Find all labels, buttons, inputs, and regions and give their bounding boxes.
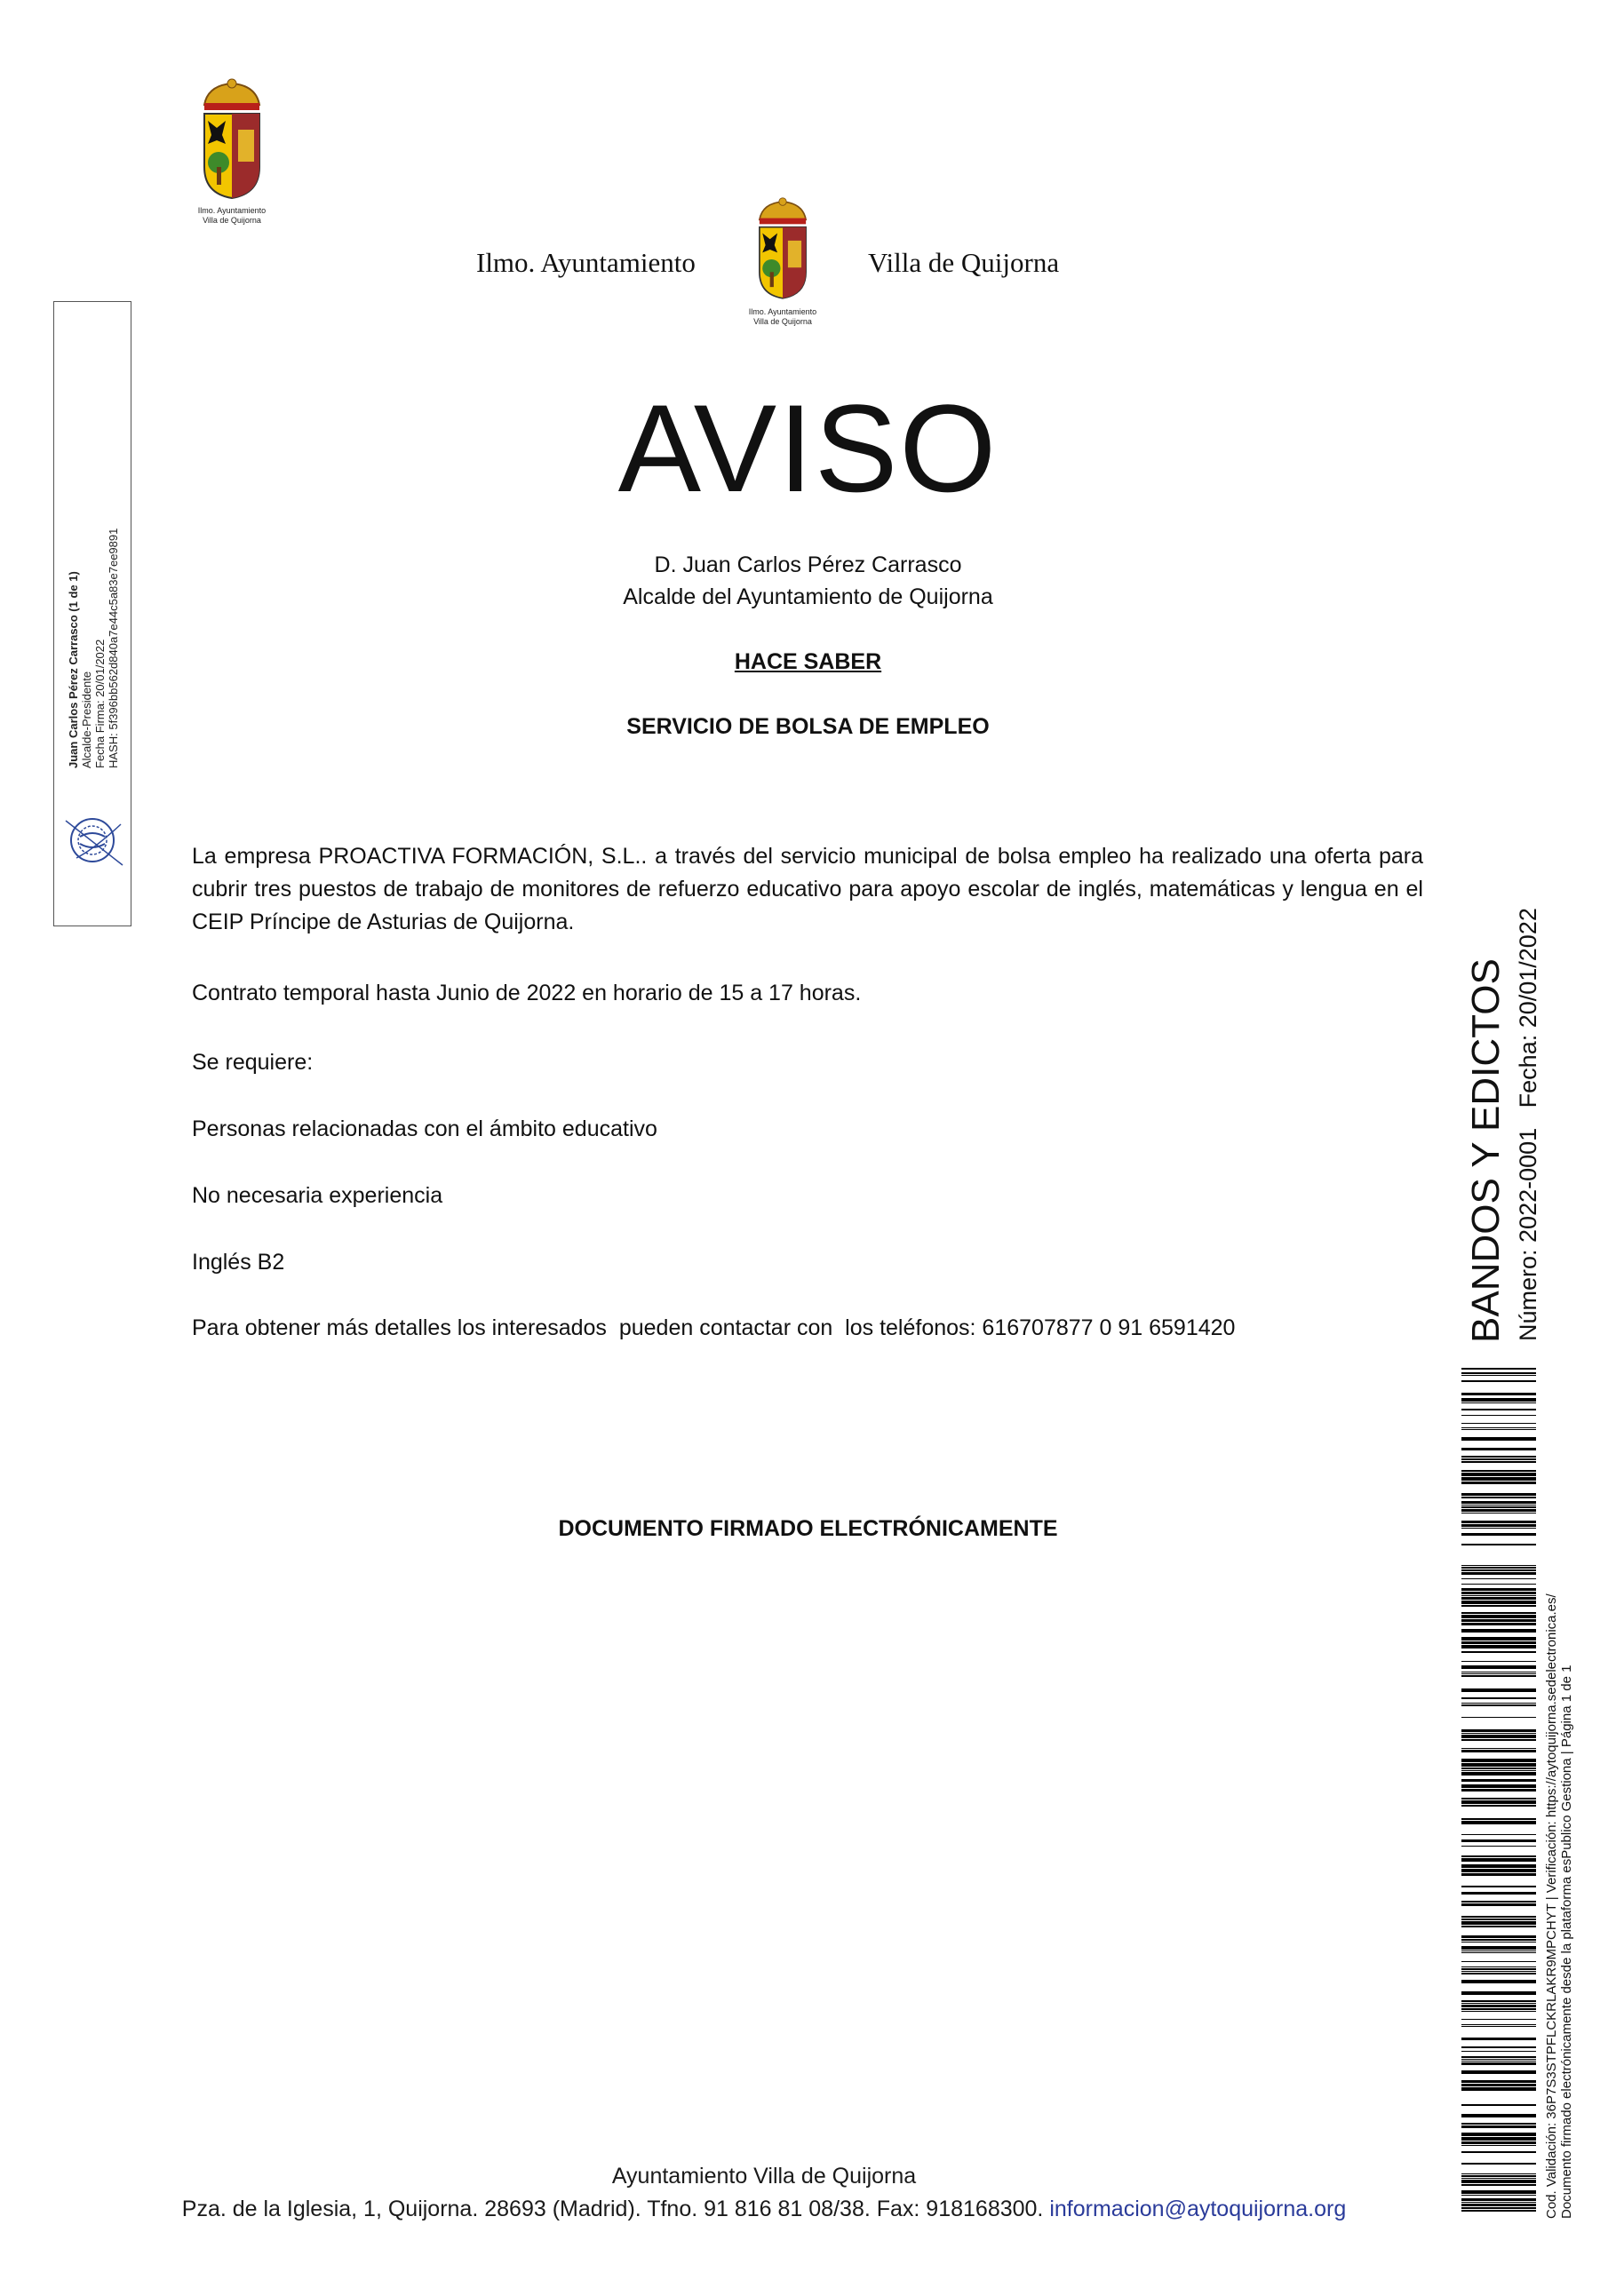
body-paragraph-2: Contrato temporal hasta Junio de 2022 en horario de 15 a 17 horas.: [192, 981, 862, 1005]
barcode-bar: [1461, 1578, 1536, 1579]
body-paragraph-1: La empresa PROACTIVA FORMACIÓN, S.L.. a través del servicio municipal de bolsa empleo ha realizado una oferta para cubrir tres puestos de trabajo de monitores de refuerzo educativo para apoyo escolar de inglés, matemáticas y lengua en el CEIP Príncipe de Asturias de Quijorna.: [192, 844, 1423, 934]
barcode-bar: [1461, 1950, 1536, 1951]
barcode-bar: [1461, 2008, 1536, 2010]
barcode-bar: [1461, 1805, 1536, 1807]
logo-caption-line2: Villa de Quijorna: [203, 216, 261, 225]
barcode-bar: [1461, 1565, 1536, 1566]
registry-date: Fecha: 20/01/2022: [1515, 908, 1541, 1108]
barcode-bar: [1461, 1544, 1536, 1545]
barcode-bar: [1461, 2019, 1536, 2020]
barcode-bar: [1461, 1763, 1536, 1767]
barcode-bar: [1461, 1772, 1536, 1776]
barcode-bar: [1461, 1688, 1536, 1692]
barcode-bar: [1461, 2005, 1536, 2007]
barcode-bar: [1461, 1505, 1536, 1506]
barcode-bar: [1461, 1901, 1536, 1903]
barcode-bar: [1461, 1368, 1536, 1370]
barcode-bar: [1461, 1779, 1536, 1782]
barcode-bar: [1461, 1592, 1536, 1594]
barcode-bar: [1461, 1919, 1536, 1920]
barcode-bar: [1461, 1784, 1536, 1788]
barcode-bar: [1461, 1665, 1536, 1669]
logo-caption-line1: Ilmo. Ayuntamiento: [197, 206, 267, 215]
barcode-bar: [1461, 1398, 1536, 1402]
issuer-name: D. Juan Carlos Pérez Carrasco: [654, 552, 962, 577]
barcode-bar: [1461, 1739, 1536, 1741]
barcode-bar: [1461, 1461, 1536, 1463]
barcode-bar: [1461, 1821, 1536, 1824]
barcode-bar: [1461, 1524, 1536, 1527]
barcode-bar: [1461, 1770, 1536, 1771]
barcode-bar: [1461, 1717, 1536, 1718]
barcode-bar: [1461, 1800, 1536, 1804]
barcode-bar: [1461, 1971, 1536, 1972]
barcode-bar: [1461, 1768, 1536, 1769]
requirement-item: Personas relacionadas con el ámbito educativo: [192, 1116, 657, 1141]
barcode-bar: [1461, 2056, 1536, 2058]
barcode-bar: [1461, 1584, 1536, 1585]
header-left-text: Ilmo. Ayuntamiento: [476, 247, 696, 278]
barcode-bar: [1461, 1916, 1536, 1918]
barcode-bar: [1461, 1946, 1536, 1950]
barcode-bar: [1461, 1645, 1536, 1649]
barcode-bar: [1461, 1501, 1536, 1504]
barcode-bar: [1461, 1789, 1536, 1792]
requirement-item: No necesaria experiencia: [192, 1183, 443, 1208]
verification-line2: Documento firmado electrónicamente desde la plataforma esPublico Gestiona | Página 1 de 1: [1559, 1664, 1574, 2219]
barcode-bar: [1461, 1415, 1536, 1416]
verification-line1: Cod. Validación: 36P7S3STPFLCKRLAKR9MPCHYT | Verificación: https://aytoquijorna.sedelectronica.es/: [1544, 1593, 1559, 2219]
barcode-bar: [1461, 1673, 1536, 1674]
barcode-bar: [1461, 1427, 1536, 1428]
header-right-text: Villa de Quijorna: [868, 247, 1060, 278]
barcode-bar: [1461, 1855, 1536, 1857]
barcode-bar: [1461, 1697, 1536, 1699]
barcode-bar: [1461, 1903, 1536, 1906]
barcode-bar: [1461, 1675, 1536, 1677]
signed-notice: DOCUMENTO FIRMADO ELECTRÓNICAMENTE: [558, 1516, 1058, 1541]
barcode-bar: [1461, 1750, 1536, 1752]
registry-section: BANDOS Y EDICTOS: [1464, 958, 1508, 1343]
barcode-bar: [1461, 1864, 1536, 1868]
barcode-bar: [1461, 1506, 1536, 1508]
signature-seal-icon: [59, 805, 130, 876]
barcode-bar: [1461, 1846, 1536, 1847]
barcode-bar: [1461, 2133, 1536, 2136]
barcode-bar: [1461, 1735, 1536, 1738]
barcode-bar: [1461, 2026, 1536, 2027]
barcode-bar: [1461, 1612, 1536, 1614]
barcode-bar: [1461, 1605, 1536, 1607]
barcode-bar: [1461, 1380, 1536, 1382]
document-title: AVISO: [617, 378, 999, 518]
barcode-bar: [1461, 1619, 1536, 1622]
registry-number: Número: 2022-0001: [1515, 1127, 1541, 1341]
barcode-bar: [1461, 1601, 1536, 1604]
barcode-bar: [1461, 2038, 1536, 2040]
barcode-bar: [1461, 1991, 1536, 1995]
barcode-bar: [1461, 1873, 1536, 1876]
barcode-bar: [1461, 1869, 1536, 1872]
barcode-bar: [1461, 1473, 1536, 1476]
barcode-bar: [1461, 1926, 1536, 1927]
barcode-bar: [1461, 2125, 1536, 2128]
requires-label: Se requiere:: [192, 1050, 314, 1075]
requirement-item: Inglés B2: [192, 1250, 285, 1275]
subject-heading: SERVICIO DE BOLSA DE EMPLEO: [626, 714, 990, 739]
barcode-bar: [1461, 2137, 1536, 2141]
barcode-bar: [1461, 1858, 1536, 1862]
barcode-bar: [1461, 2011, 1536, 2012]
barcode-bar: [1461, 1623, 1536, 1625]
signature-line1: Juan Carlos Pérez Carrasco (1 de 1): [67, 571, 80, 768]
barcode-bar: [1461, 1588, 1536, 1591]
barcode-bar: [1461, 1759, 1536, 1762]
barcode-bar: [1461, 2070, 1536, 2074]
barcode-bar: [1461, 1569, 1536, 1571]
barcode-bar: [1461, 1952, 1536, 1953]
barcode-bar: [1461, 2151, 1536, 2153]
barcode-bar: [1461, 1448, 1536, 1450]
hace-saber-heading: HACE SABER: [734, 649, 882, 674]
barcode-bar: [1461, 1423, 1536, 1424]
barcode-bar: [1461, 2084, 1536, 2086]
barcode-bar: [1461, 1661, 1536, 1662]
barcode-bar: [1461, 2051, 1536, 2052]
barcode-bar: [1461, 1729, 1536, 1732]
barcode-bar: [1461, 1528, 1536, 1529]
barcode-bar: [1461, 1641, 1536, 1644]
coat-of-arms-icon: [195, 78, 268, 203]
signature-details: [67, 475, 164, 768]
barcode-bar: [1461, 1892, 1536, 1895]
barcode-bar: [1461, 1509, 1536, 1512]
barcode-bar: [1461, 2046, 1536, 2048]
barcode-bar: [1461, 2087, 1536, 2091]
header-logo-caption-line1: Ilmo. Ayuntamiento: [748, 307, 817, 316]
barcode-bar: [1461, 1798, 1536, 1799]
barcode-bar: [1461, 1966, 1536, 1967]
barcode-bar: [1461, 1968, 1536, 1970]
barcode-bar: [1461, 1637, 1536, 1641]
barcode-bar: [1461, 1629, 1536, 1633]
barcode-bar: [1461, 1402, 1536, 1403]
barcode-bar: [1461, 1818, 1536, 1820]
barcode-bar: [1461, 1748, 1536, 1749]
footer-address-line: [0, 2194, 1528, 2224]
verification-text: [1544, 1593, 1574, 2219]
barcode-bar: [1461, 2024, 1536, 2025]
barcode-bar: [1461, 1375, 1536, 1376]
barcode-bar: [1461, 1651, 1536, 1653]
contact-line: Para obtener más detalles los interesados pueden contactar con los teléfonos: 616707877 0 91 6591420: [192, 1315, 1236, 1340]
barcode-bar: [1461, 1482, 1536, 1484]
barcode-bar: [1461, 1704, 1536, 1706]
barcode-bar: [1461, 1961, 1536, 1962]
barcode: [1461, 1368, 1536, 2212]
barcode-bar: [1461, 2000, 1536, 2002]
barcode-bar: [1461, 1567, 1536, 1569]
barcode-bar: [1461, 2114, 1536, 2117]
barcode-bar: [1461, 2059, 1536, 2060]
barcode-bar: [1461, 1456, 1536, 1458]
barcode-bar: [1461, 1834, 1536, 1835]
barcode-bar: [1461, 1470, 1536, 1472]
signature-line3: Fecha Firma: 20/01/2022: [93, 639, 107, 768]
barcode-bar: [1461, 1533, 1536, 1536]
barcode-bar: [1461, 1597, 1536, 1600]
barcode-bar: [1461, 2062, 1536, 2065]
issuer-role: Alcalde del Ayuntamiento de Quijorna: [623, 584, 993, 609]
barcode-bar: [1461, 1372, 1536, 1374]
barcode-bar: [1461, 1839, 1536, 1842]
barcode-bar: [1461, 1939, 1536, 1941]
header-coat-of-arms-icon: [752, 197, 814, 302]
barcode-bar: [1461, 1921, 1536, 1925]
barcode-bar: [1461, 1935, 1536, 1938]
barcode-bar: [1461, 1458, 1536, 1460]
barcode-bar: [1461, 1973, 1536, 1974]
registry-number-date: [1514, 908, 1542, 1341]
header-logo-caption-line2: Villa de Quijorna: [753, 317, 812, 326]
barcode-bar: [1461, 1733, 1536, 1734]
barcode-bar: [1461, 1595, 1536, 1596]
barcode-bar: [1461, 1497, 1536, 1498]
footer-address: Pza. de la Iglesia, 1, Quijorna. 28693 (Madrid). Tfno. 91 816 81 08/38. Fax: 918168300.: [181, 2197, 1044, 2221]
barcode-bar: [1461, 2003, 1536, 2004]
barcode-bar: [1461, 1409, 1536, 1410]
signature-line2: Alcalde-Presidente: [80, 671, 93, 768]
barcode-bar: [1461, 1886, 1536, 1887]
barcode-bar: [1461, 1521, 1536, 1523]
barcode-bar: [1461, 2123, 1536, 2125]
barcode-bar: [1461, 1393, 1536, 1395]
barcode-bar: [1461, 1493, 1536, 1496]
barcode-bar: [1461, 2080, 1536, 2083]
barcode-bar: [1461, 1477, 1536, 1481]
barcode-bar: [1461, 1703, 1536, 1704]
barcode-bar: [1461, 2145, 1536, 2146]
barcode-bar: [1461, 1437, 1536, 1441]
barcode-bar: [1461, 1572, 1536, 1575]
signature-line4: HASH: 5f396bb562d840a7e44c5a83e7ee9891: [107, 528, 120, 768]
barcode-bar: [1461, 1980, 1536, 1983]
barcode-bar: [1461, 1429, 1536, 1430]
barcode-bar: [1461, 2104, 1536, 2106]
barcode-bar: [1461, 1615, 1536, 1618]
footer-email-link[interactable]: informacion@aytoquijorna.org: [1049, 2197, 1347, 2221]
barcode-bar: [1461, 2061, 1536, 2062]
barcode-bar: [1461, 2141, 1536, 2144]
footer-title: Ayuntamiento Villa de Quijorna: [611, 2164, 917, 2189]
